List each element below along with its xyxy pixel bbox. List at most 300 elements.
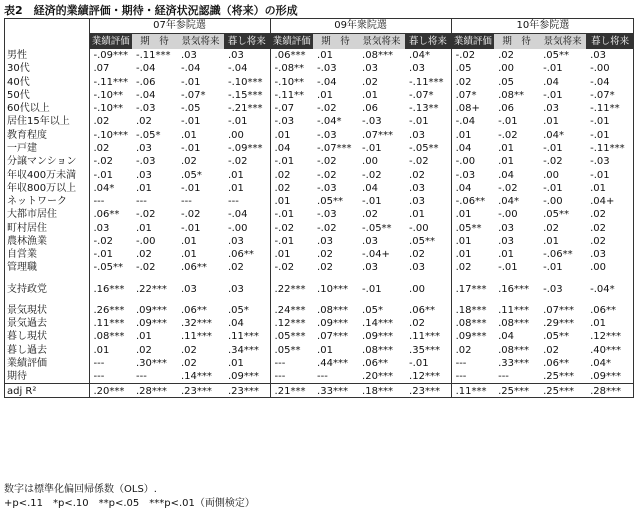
table-row	[4, 235, 634, 248]
coefficient-cell: -.01	[590, 116, 610, 128]
adj-r2-cell: .23***	[177, 384, 224, 398]
table-row	[4, 89, 634, 102]
coefficient-cell	[313, 296, 358, 304]
coefficient-cell: .04	[228, 318, 244, 330]
coefficient-cell: ---	[317, 371, 328, 383]
coefficient-cell: -.05	[181, 103, 201, 115]
table-row	[4, 155, 634, 168]
adj-r2-cell: .25***	[539, 384, 586, 398]
coefficient-cell: -.04*	[317, 116, 342, 128]
coefficient-cell: .00	[498, 63, 514, 75]
coefficient-cell: .06**	[89, 208, 132, 221]
coefficient-cell: .00	[590, 262, 606, 274]
coefficient-cell: -.07	[270, 102, 313, 115]
adj-r2-cell: .28***	[132, 384, 177, 398]
coefficient-cell: -.11***	[590, 142, 625, 154]
coefficient-cell	[313, 275, 358, 283]
coefficient-cell: .03	[136, 169, 152, 181]
coefficient-cell: .02	[451, 261, 494, 274]
table-row	[4, 221, 634, 234]
coefficient-cell: .30***	[136, 357, 167, 369]
coefficient-cell: .11***	[89, 317, 132, 330]
coefficient-cell: -.01	[409, 116, 429, 128]
coefficient-cell: .02	[590, 209, 606, 221]
row-label: 景気現状	[7, 304, 47, 316]
coefficient-cell: .03	[228, 235, 244, 247]
coefficient-cell: .09***	[451, 330, 494, 343]
note-significance: +p<.11 *p<.10 **p<.05 ***p<.01（両側検定）	[4, 498, 255, 509]
coefficient-cell: -.04	[590, 76, 610, 88]
table-row	[4, 304, 634, 317]
coefficient-cell: -.02	[136, 262, 156, 274]
coefficient-cell: .44***	[317, 357, 348, 369]
coefficient-cell: .04*	[409, 50, 430, 62]
coefficient-cell: .40***	[590, 344, 621, 356]
row-label: 40代	[7, 76, 30, 88]
table-row	[4, 129, 634, 142]
coefficient-cell	[539, 296, 586, 304]
coefficient-cell: -.21***	[228, 103, 263, 115]
coefficient-cell	[586, 275, 634, 283]
coefficient-cell: .05**	[409, 235, 435, 247]
coefficient-cell: -.15***	[228, 89, 263, 101]
coefficient-cell: -.05**	[362, 222, 392, 234]
adj-r2-cell: .20***	[89, 384, 132, 398]
coefficient-cell	[132, 296, 177, 304]
coefficient-cell: .08***	[89, 330, 132, 343]
coefficient-cell: .01	[317, 344, 333, 356]
coefficient-cell: .05**	[543, 209, 569, 221]
coefficient-cell: -.03	[451, 168, 494, 181]
coefficient-cell: .02	[136, 344, 152, 356]
coefficient-cell: .24***	[270, 304, 313, 317]
table-row	[4, 182, 634, 195]
column-header: 期 待	[132, 34, 177, 50]
coefficient-cell: ---	[136, 196, 147, 208]
coefficient-cell: -.05*	[136, 129, 161, 141]
coefficient-cell	[270, 275, 313, 283]
coefficient-cell: .34***	[228, 344, 259, 356]
adj-r2-row	[4, 384, 634, 398]
column-header: 景気将来	[358, 34, 405, 50]
coefficient-cell: -.02	[362, 169, 382, 181]
coefficient-cell: .08***	[362, 344, 393, 356]
coefficient-cell: .02	[362, 209, 378, 221]
coefficient-cell: .02	[181, 156, 197, 168]
coefficient-cell: .08***	[451, 317, 494, 330]
coefficient-cell: -.11***	[409, 76, 444, 88]
column-header: 業績評価	[270, 34, 313, 50]
coefficient-cell: .01	[270, 129, 313, 142]
coefficient-cell: -.09***	[228, 142, 263, 154]
coefficient-cell: -.10***	[228, 76, 263, 88]
coefficient-cell: .05*	[181, 169, 202, 181]
coefficient-cell	[358, 296, 405, 304]
coefficient-cell: .04	[498, 169, 514, 181]
coefficient-cell: .12***	[409, 371, 440, 383]
table-row	[4, 62, 634, 75]
coefficient-cell: -.01	[543, 262, 563, 274]
coefficient-cell: .02	[451, 344, 494, 357]
coefficient-cell: .29***	[543, 318, 574, 330]
adj-r2-cell: .23***	[224, 384, 270, 398]
row-label: 教育程度	[7, 129, 47, 141]
corner-cell	[4, 18, 89, 34]
row-label: 一戸建	[7, 142, 37, 154]
coefficient-cell: -.02	[270, 261, 313, 274]
coefficient-cell: .07*	[451, 89, 494, 102]
coefficient-cell: -.00	[409, 222, 429, 234]
coefficient-cell: .00	[409, 283, 425, 295]
column-header: 業績評価	[451, 34, 494, 50]
coefficient-cell: .16***	[89, 283, 132, 296]
coefficient-cell: .33***	[498, 357, 529, 369]
row-label: adj R²	[4, 384, 89, 398]
row-label: 30代	[7, 63, 30, 75]
coefficient-cell: -.09***	[89, 49, 132, 62]
coefficient-cell: .22***	[136, 283, 167, 295]
coefficient-cell: .04*	[590, 357, 611, 369]
coefficient-cell: .09***	[590, 371, 621, 383]
coefficient-cell: ---	[270, 357, 313, 370]
coefficient-cell: -.07***	[317, 142, 352, 154]
coefficient-cell: -.01	[362, 196, 382, 208]
column-header-row	[4, 34, 634, 50]
coefficient-cell: .09***	[228, 371, 259, 383]
coefficient-cell: .06	[362, 103, 378, 115]
coefficient-cell: .00	[228, 129, 244, 141]
coefficient-cell: .05**	[451, 221, 494, 234]
coefficient-cell: .01	[543, 116, 559, 128]
coefficient-cell: .03	[409, 262, 425, 274]
coefficient-cell: -.13**	[409, 103, 439, 115]
coefficient-cell: -.10**	[89, 102, 132, 115]
coefficient-cell: .01	[136, 331, 152, 343]
coefficient-cell: -.10***	[89, 129, 132, 142]
coefficient-cell: ---	[498, 371, 509, 383]
row-label: 業績評価	[7, 357, 47, 369]
coefficient-cell: -.10**	[270, 76, 313, 89]
coefficient-cell	[451, 275, 494, 283]
coefficient-cell: -.06**	[543, 249, 573, 261]
coefficient-cell: -.01	[181, 116, 201, 128]
regression-table	[4, 18, 634, 398]
coefficient-cell: .03	[409, 129, 425, 141]
adj-r2-cell: .28***	[586, 384, 634, 398]
coefficient-cell: ---	[451, 357, 494, 370]
coefficient-cell: -.01	[181, 76, 201, 88]
coefficient-cell: -.04	[451, 115, 494, 128]
coefficient-cell: .02	[89, 142, 132, 155]
table-row	[4, 330, 634, 343]
coefficient-cell: -.07*	[409, 89, 434, 101]
coefficient-cell: .06**	[181, 304, 207, 316]
coefficient-cell: .02	[543, 222, 559, 234]
coefficient-cell: -.02	[136, 209, 156, 221]
coefficient-cell: .02	[181, 357, 197, 369]
coefficient-cell: .04	[270, 142, 313, 155]
coefficient-cell: -.10**	[89, 89, 132, 102]
coefficient-cell: .00	[362, 156, 378, 168]
coefficient-cell: .02	[317, 262, 333, 274]
coefficient-cell: -.05**	[409, 142, 439, 154]
coefficient-cell: .02	[543, 344, 559, 356]
coefficient-cell: ---	[136, 371, 147, 383]
coefficient-cell: ---	[181, 196, 192, 208]
table-row	[4, 344, 634, 357]
table-row	[4, 168, 634, 181]
coefficient-cell: .04	[498, 331, 514, 343]
coefficient-cell: .17***	[451, 283, 494, 296]
coefficient-cell: .01	[590, 318, 606, 330]
note-coefficients: 数字は標準化偏回帰係数（OLS）.	[4, 484, 157, 495]
coefficient-cell: .01	[362, 89, 378, 101]
coefficient-cell: .03	[89, 221, 132, 234]
coefficient-cell: .25***	[543, 371, 574, 383]
coefficient-cell: .14***	[181, 371, 212, 383]
row-label: 男性	[7, 50, 27, 62]
coefficient-cell: .02	[228, 262, 244, 274]
coefficient-cell: .01	[270, 195, 313, 208]
coefficient-cell: .04*	[543, 129, 564, 141]
coefficient-cell: .01	[317, 50, 333, 62]
column-header: 暮し将来	[224, 34, 270, 50]
coefficient-cell: .02	[409, 169, 425, 181]
coefficient-cell: .04*	[498, 196, 519, 208]
coefficient-cell: .20***	[362, 371, 393, 383]
row-label: ネットワーク	[7, 196, 67, 208]
group-header: 09年衆院選	[270, 18, 451, 34]
coefficient-cell: -.01	[498, 116, 518, 128]
coefficient-cell: -.06**	[451, 195, 494, 208]
coefficient-cell: .02	[89, 115, 132, 128]
coefficient-cell: .01	[590, 182, 606, 194]
coefficient-cell: -.02	[317, 222, 337, 234]
coefficient-cell: -.03	[136, 156, 156, 168]
coefficient-cell: -.02	[317, 103, 337, 115]
coefficient-cell: -.02	[89, 235, 132, 248]
coefficient-cell: -.03	[317, 209, 337, 221]
coefficient-cell: -.02	[270, 221, 313, 234]
regression-table-wrapper	[4, 18, 634, 398]
coefficient-cell	[586, 296, 634, 304]
coefficient-cell: .04	[451, 182, 494, 195]
coefficient-cell: ---	[89, 370, 132, 384]
group-header: 10年参院選	[451, 18, 634, 34]
coefficient-cell	[89, 275, 132, 283]
coefficient-cell: .02	[409, 318, 425, 330]
coefficient-cell: .03	[409, 63, 425, 75]
coefficient-cell: -.01	[270, 155, 313, 168]
coefficient-cell: -.02	[228, 156, 248, 168]
coefficient-cell: .03	[543, 103, 559, 115]
coefficient-cell: -.01	[543, 89, 563, 101]
coefficient-cell: .02	[590, 235, 606, 247]
coefficient-cell: .02	[317, 249, 333, 261]
coefficient-cell: .08***	[362, 50, 393, 62]
coefficient-cell: .06**	[181, 262, 207, 274]
table-row	[4, 76, 634, 89]
group-header: 07年参院選	[89, 18, 270, 34]
coefficient-cell: -.03	[317, 129, 337, 141]
coefficient-cell: .09***	[136, 318, 167, 330]
coefficient-cell: -.07*	[590, 89, 615, 101]
coefficient-cell: .01	[228, 182, 244, 194]
row-label: 暮し現状	[7, 331, 47, 343]
table-row	[4, 317, 634, 330]
coefficient-cell: .05**	[543, 50, 569, 62]
row-label: 年収400万未満	[7, 169, 77, 181]
coefficient-cell: -.02	[498, 129, 518, 141]
coefficient-cell	[132, 275, 177, 283]
coefficient-cell: -.04	[181, 63, 201, 75]
coefficient-cell: .02	[409, 249, 425, 261]
coefficient-cell: -.04*	[590, 283, 615, 295]
coefficient-cell: .00	[543, 169, 559, 181]
row-label: 60代以上	[7, 103, 50, 115]
coefficient-cell: .10***	[317, 283, 348, 295]
coefficient-cell	[539, 275, 586, 283]
coefficient-cell: -.03	[136, 103, 156, 115]
coefficient-cell: .06**	[362, 357, 388, 369]
coefficient-cell: -.04	[228, 63, 248, 75]
coefficient-cell: .08***	[498, 318, 529, 330]
coefficient-cell: .02	[181, 344, 197, 356]
table-row	[4, 357, 634, 370]
coefficient-cell: -.01	[181, 222, 201, 234]
coefficient-cell: .05**	[317, 196, 343, 208]
coefficient-cell: .01	[136, 182, 152, 194]
coefficient-cell: .11***	[409, 331, 440, 343]
coefficient-cell: -.00	[451, 155, 494, 168]
coefficient-cell: .01	[228, 357, 244, 369]
coefficient-cell: .01	[543, 235, 559, 247]
coefficient-cell: .01	[89, 344, 132, 357]
coefficient-cell: .09***	[136, 304, 167, 316]
coefficient-cell: .01	[498, 249, 514, 261]
coefficient-cell: .09***	[317, 318, 348, 330]
table-row	[4, 102, 634, 115]
coefficient-cell: ---	[89, 357, 132, 370]
coefficient-cell: .04	[362, 182, 378, 194]
table-row	[4, 142, 634, 155]
row-label: 期待	[7, 371, 27, 383]
coefficient-cell: -.01	[181, 142, 201, 154]
coefficient-cell: .05*	[362, 304, 383, 316]
column-header: 期 待	[494, 34, 539, 50]
coefficient-cell: .35***	[409, 344, 440, 356]
coefficient-cell: -.04+	[362, 249, 390, 261]
corner-cell	[4, 34, 89, 50]
coefficient-cell: ---	[89, 195, 132, 208]
coefficient-cell: .03	[409, 196, 425, 208]
table-row	[4, 49, 634, 62]
coefficient-cell: .05***	[270, 330, 313, 343]
coefficient-cell: .03	[590, 249, 606, 261]
coefficient-cell: .01	[228, 169, 244, 181]
coefficient-cell: -.03	[317, 182, 337, 194]
coefficient-cell: .06***	[270, 49, 313, 62]
coefficient-cell: .12***	[590, 331, 621, 343]
coefficient-cell: -.02	[498, 182, 518, 194]
row-label: 50代	[7, 89, 30, 101]
coefficient-cell: .01	[181, 129, 197, 141]
coefficient-cell: -.04	[228, 209, 248, 221]
row-label: 農林漁業	[7, 235, 47, 247]
coefficient-cell: -.05**	[89, 261, 132, 274]
spacer-row	[4, 296, 634, 304]
coefficient-cell: -.02	[317, 169, 337, 181]
coefficient-cell: .05	[498, 76, 514, 88]
column-header: 暮し将来	[405, 34, 451, 50]
coefficient-cell: -.11**	[590, 103, 620, 115]
coefficient-cell: .02	[451, 76, 494, 89]
row-label: 暮し過去	[7, 344, 47, 356]
coefficient-cell: .02	[498, 50, 514, 62]
coefficient-cell: .01	[451, 248, 494, 261]
coefficient-cell: .03	[362, 262, 378, 274]
coefficient-cell: .06**	[409, 304, 435, 316]
coefficient-cell: -.01	[89, 248, 132, 261]
coefficient-cell: -.01	[543, 182, 563, 194]
coefficient-cell	[89, 296, 132, 304]
coefficient-cell: -.11***	[136, 50, 171, 62]
coefficient-cell: .03	[498, 222, 514, 234]
coefficient-cell: .01	[498, 156, 514, 168]
coefficient-cell: .11***	[181, 331, 212, 343]
coefficient-cell: -.00	[498, 209, 518, 221]
coefficient-cell: .01	[181, 235, 197, 247]
column-header: 景気将来	[177, 34, 224, 50]
column-header: 業績評価	[89, 34, 132, 50]
spacer-row	[4, 275, 634, 283]
coefficient-cell: -.04	[136, 89, 156, 101]
coefficient-cell: -.01	[270, 208, 313, 221]
coefficient-cell: .02	[590, 222, 606, 234]
coefficient-cell: -.03	[362, 116, 382, 128]
coefficient-cell: .05*	[228, 304, 249, 316]
group-header-row	[4, 18, 634, 34]
coefficient-cell: -.00	[228, 222, 248, 234]
coefficient-cell	[177, 275, 224, 283]
coefficient-cell: -.01	[362, 142, 382, 154]
coefficient-cell: -.02	[181, 209, 201, 221]
coefficient-cell	[177, 296, 224, 304]
table-row	[4, 115, 634, 128]
coefficient-cell: ---	[270, 370, 313, 384]
coefficient-cell: .12***	[270, 317, 313, 330]
coefficient-cell: .02	[270, 182, 313, 195]
coefficient-cell	[494, 296, 539, 304]
coefficient-cell: .06**	[590, 304, 616, 316]
row-label: 管理職	[7, 262, 37, 274]
coefficient-cell: -.03	[317, 63, 337, 75]
coefficient-cell: -.01	[590, 169, 610, 181]
coefficient-cell: -.01	[498, 262, 518, 274]
coefficient-cell: -.01	[590, 129, 610, 141]
coefficient-cell: -.11***	[89, 76, 132, 89]
coefficient-cell: .04+	[590, 196, 615, 208]
coefficient-cell: .01	[451, 235, 494, 248]
coefficient-cell: .06	[498, 103, 514, 115]
coefficient-cell: .04	[543, 76, 559, 88]
coefficient-cell: .03	[498, 235, 514, 247]
coefficient-cell: -.03	[270, 115, 313, 128]
coefficient-cell: .22***	[270, 283, 313, 296]
row-label: 分譲マンション	[7, 156, 77, 168]
coefficient-cell: .18***	[451, 304, 494, 317]
coefficient-cell: -.01	[362, 283, 382, 295]
